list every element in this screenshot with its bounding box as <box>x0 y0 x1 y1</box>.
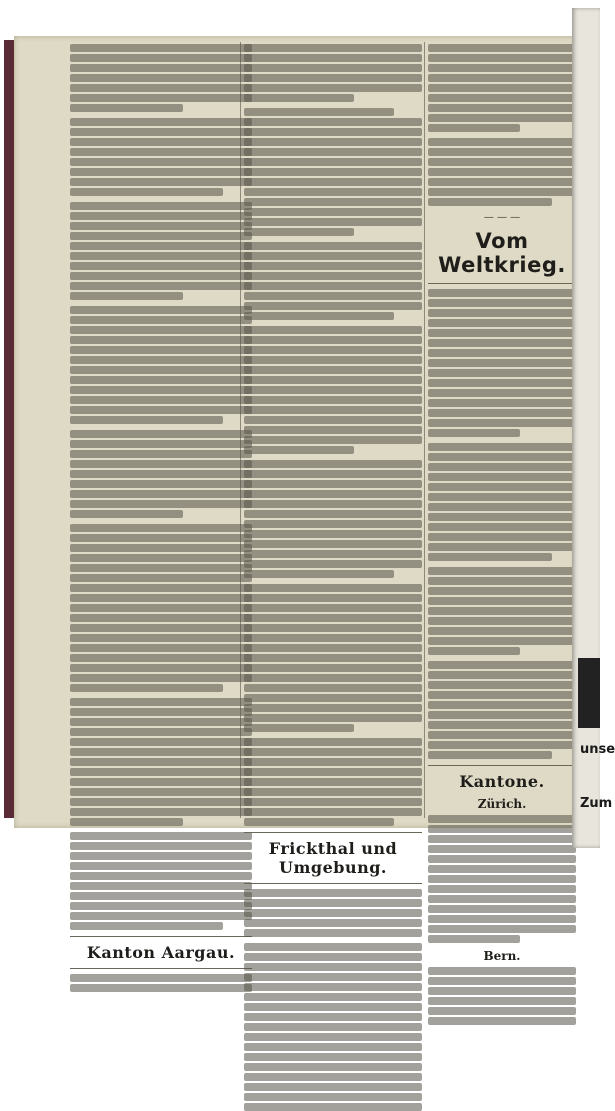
column-rule <box>424 42 425 818</box>
article-block <box>244 889 422 937</box>
article-block <box>70 430 252 518</box>
article-block <box>428 289 576 437</box>
article-block <box>428 815 576 943</box>
column-right <box>428 42 576 963</box>
divider <box>244 883 422 884</box>
article-block <box>244 242 422 320</box>
article-block <box>428 443 576 561</box>
article-block <box>70 306 252 424</box>
article-block <box>70 974 252 992</box>
column-left <box>70 42 252 962</box>
adjacent-page-fragment: Zum <box>580 796 613 811</box>
article-block <box>70 202 252 300</box>
divider <box>244 832 422 833</box>
article-block <box>428 967 576 1025</box>
subheading-zuerich: Zürich. <box>477 797 527 811</box>
article-block <box>244 584 422 732</box>
article-block <box>244 460 422 578</box>
article-block <box>428 567 576 655</box>
article-block <box>428 661 576 759</box>
subheading-bern: Bern. <box>483 949 521 963</box>
divider <box>428 283 576 284</box>
article-block <box>70 118 252 196</box>
book-binding <box>4 40 14 818</box>
article-block <box>244 738 422 826</box>
divider <box>70 936 252 937</box>
divider <box>70 968 252 969</box>
adjacent-page-edge <box>572 8 600 848</box>
article-block <box>70 832 252 930</box>
section-heading-kantone: Kantone. <box>459 772 545 791</box>
article-block <box>428 44 576 132</box>
article-block <box>70 524 252 692</box>
article-block <box>244 44 422 102</box>
article-block <box>70 44 252 112</box>
separator-mark: — — — <box>483 212 521 223</box>
divider <box>428 765 576 766</box>
adjacent-page-ad-block <box>578 658 600 728</box>
article-block <box>70 698 252 826</box>
column-middle <box>244 42 422 877</box>
section-heading-frickthal: Frickthal und Umgebung. <box>268 839 398 877</box>
adjacent-page-fragment: unse <box>580 742 615 757</box>
article-block <box>244 326 422 454</box>
section-heading-weltkrieg: Vom Weltkrieg. <box>438 229 566 277</box>
newspaper-page <box>14 36 576 963</box>
article-block <box>428 138 576 206</box>
article-block <box>244 108 422 236</box>
article-block <box>244 943 422 1111</box>
section-heading-kanton-aargau: Kanton Aargau. <box>86 943 236 962</box>
